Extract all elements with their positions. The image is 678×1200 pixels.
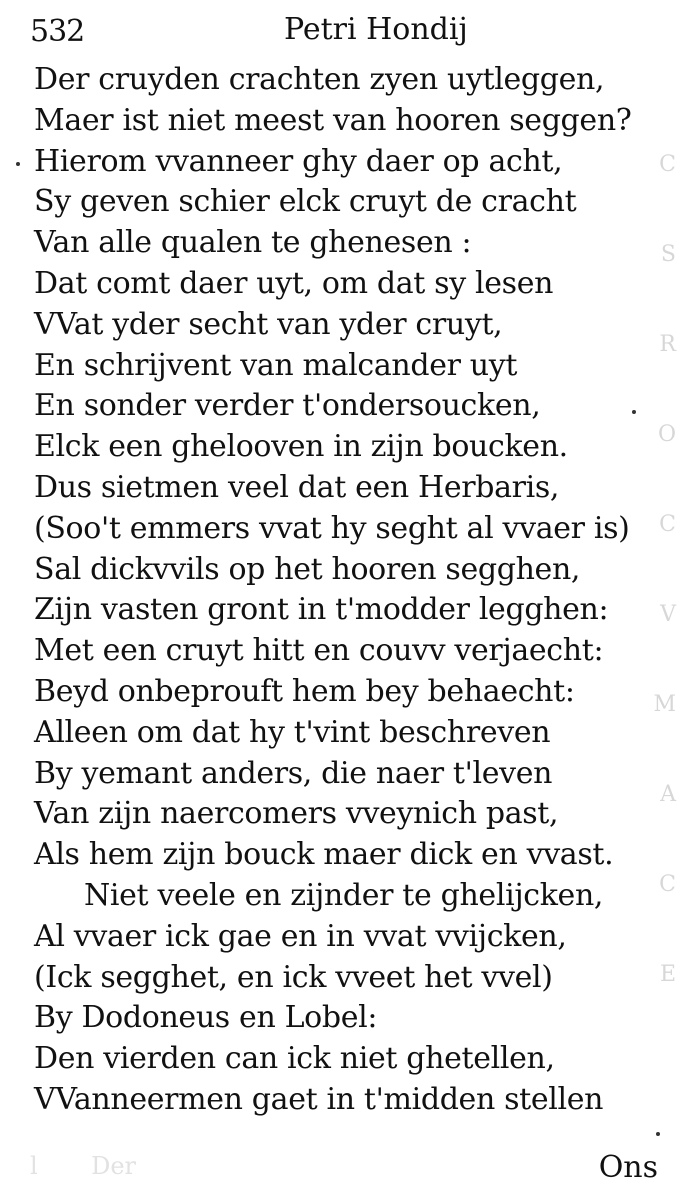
faded-show-through: l Der [30,1152,136,1180]
verse-line: (Ick segghet, en ick vveet het vvel) [34,959,553,995]
verse-line: Van zijn naercomers vveynich past, [34,796,559,832]
verse-line: By Dodoneus en Lobel: [34,1000,378,1036]
verse-line: Sy geven schier elck cruyt de cracht [34,184,577,220]
verse-line: En sonder verder t'ondersoucken, [34,388,541,424]
verse-line: Zijn vasten gront in t'modder legghen: [34,592,609,628]
catchword: Ons [598,1150,658,1185]
verse-line: Dat comt daer uyt, om dat sy lesen [34,265,554,301]
verse-line: VVanneermen gaet in t'midden stellen [34,1081,604,1117]
verse-line: Al vvaer ick gae en in vvat vvijcken, [34,918,567,954]
ink-speck [656,1132,660,1136]
verse-line: Van alle qualen te ghenesen : [34,225,472,261]
verse-line: Als hem zijn bouck maer dick en vvast. [34,837,614,873]
verse-line: Sal dickvvils op het hooren segghen, [34,551,581,587]
verse-line: Met een cruyt hitt en couvv verjaecht: [34,633,604,669]
verse-line: Elck een ghelooven in zijn boucken. [34,429,568,465]
page-header [22,12,658,52]
verse-line: En schrijvent van malcander uyt [34,347,518,383]
verse-line: Der cruyden crachten zyen uytleggen, [34,62,605,97]
verse-line: Alleen om dat hy t'vint beschreven [34,714,551,750]
page-number: 532 [30,14,85,49]
ink-speck [632,410,636,414]
verse-line-indented: Niet veele en zijnder te ghelijcken, [84,877,604,913]
verse-line: Den vierden can ick niet ghetellen, [34,1041,555,1077]
verse-line: (Soo't emmers vvat hy seght al vvaer is) [34,510,630,546]
verse-line: Dus sietmen veel dat een Herbaris, [34,469,560,505]
verse-line: Beyd onbeprouft hem bey behaecht: [34,673,575,709]
verse-line: VVat yder secht van yder cruyt, [34,306,503,342]
verse-line: Maer ist niet meest van hooren seggen? [34,102,632,138]
running-head: Petri Hondij [284,12,468,47]
ink-speck [16,162,20,166]
poem-text [34,60,644,1121]
verse-line: By yemant anders, die naer t'leven [34,755,553,791]
verse-line: Hierom vvanneer ghy daer op acht, [34,143,563,179]
show-through-text: C S R O C V M A C E [653,152,676,987]
